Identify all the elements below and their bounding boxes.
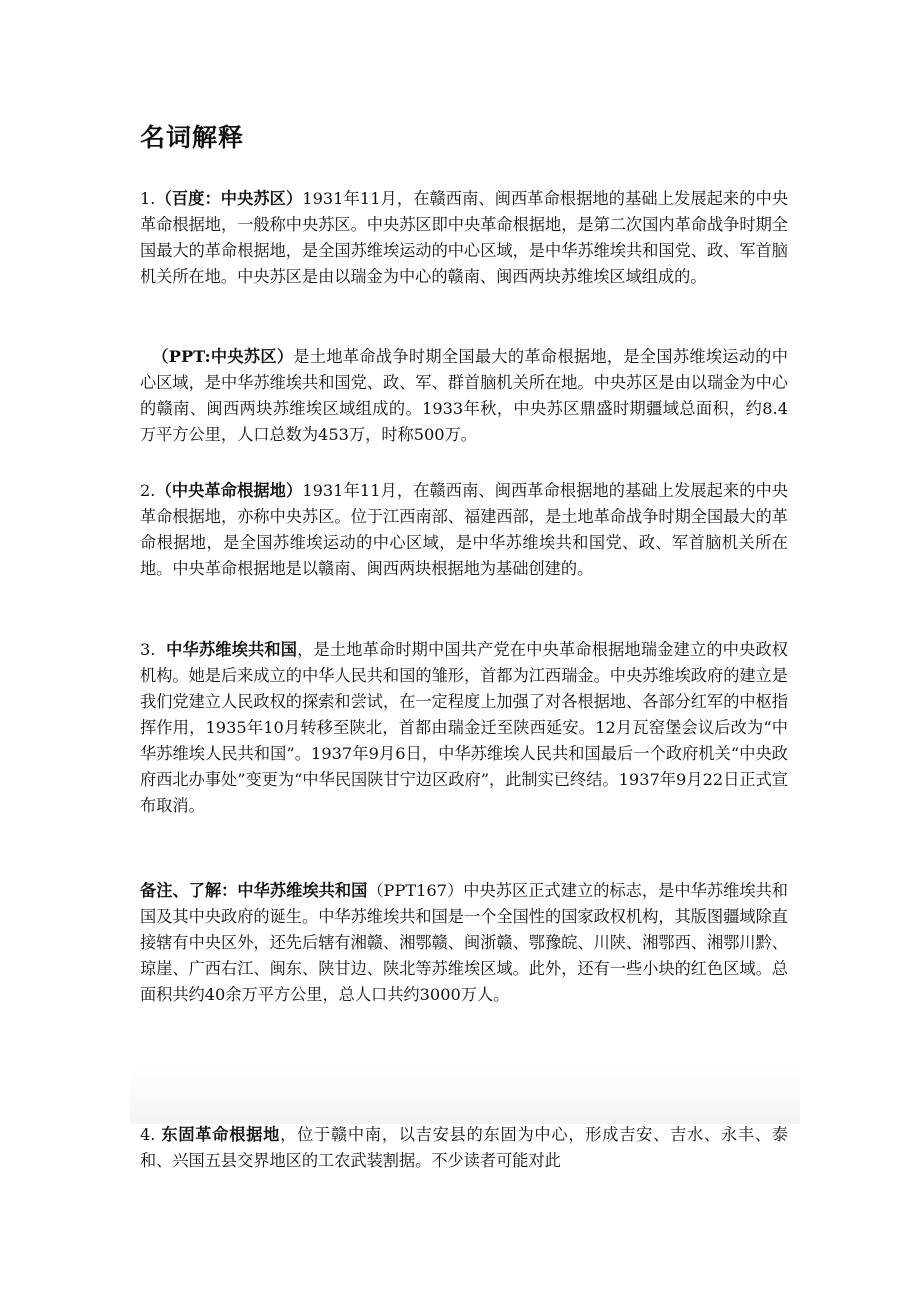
term-label: 中华苏维埃共和国 bbox=[166, 640, 298, 659]
paragraph-3 bbox=[140, 478, 788, 582]
paragraph-2 bbox=[140, 344, 788, 448]
item-number: 3. bbox=[140, 640, 156, 659]
term-label: 东固革命根据地 bbox=[161, 1125, 281, 1144]
paragraph-text: 是土地革命战争时期全国最大的革命根据地，是全国苏维埃运动的中心区域，是中华苏维埃共和国党、政、军、群首脑机关所在地。中央苏区是由以瑞金为中心的赣南、闽西两块苏维埃区域组成的。1933年秋，中央苏区鼎盛时期疆域总面积，约8.4万平方公里，人口总数为453万，时称500万。 bbox=[140, 347, 788, 444]
term-label: （百度：中央苏区） bbox=[155, 189, 303, 208]
shaded-band bbox=[130, 1068, 800, 1124]
term-label: 备注、了解：中华苏维埃共和国 bbox=[140, 881, 368, 900]
term-label: （中央革命根据地） bbox=[155, 481, 303, 500]
page-title: 名词解释 bbox=[140, 123, 245, 152]
paragraph-text: 1931年11月，在赣西南、闽西革命根据地的基础上发展起来的中央革命根据地，亦称中央苏区。位于江西南部、福建西部，是土地革命战争时期全国最大的革命根据地，是全国苏维埃运动的中心区域，是中华苏维埃共和国党、政、军首脑机关所在地。中央革命根据地是以赣南、闽西两块根据地为基础创建的。 bbox=[140, 481, 789, 578]
paragraph-text: 1931年11月，在赣西南、闽西革命根据地的基础上发展起来的中央革命根据地，一般称中央苏区。中央苏区即中央革命根据地，是第二次国内革命战争时期全国最大的革命根据地，是全国苏维埃运动的中心区域，是中华苏维埃共和国党、政、军首脑机关所在地。中央苏区是由以瑞金为中心的赣南、闽西两块苏维埃区域组成的。 bbox=[140, 189, 789, 286]
paragraph-6 bbox=[140, 1122, 788, 1174]
item-number: 2. bbox=[140, 481, 156, 500]
item-number: 4. bbox=[140, 1125, 156, 1144]
paragraph-text: ，位于赣中南，以吉安县的东固为中心，形成吉安、吉水、永丰、泰和、兴国五县交界地区的工农武装割据。不少读者可能对此 bbox=[140, 1125, 789, 1170]
paragraph-1 bbox=[140, 186, 788, 290]
item-number: 1. bbox=[140, 189, 156, 208]
paragraph-text: ，是土地革命时期中国共产党在中央革命根据地瑞金建立的中央政权机构。她是后来成立的中华人民共和国的雏形，首都为江西瑞金。中央苏维埃政府的建立是我们党建立人民政权的探索和尝试，在一定程度上加强了对各根据地、各部分红军的中枢指挥作用，1935年10月转移至陕北，首都由瑞金迁至陕西延安。12月瓦窑堡会议后改为“中华苏维埃人民共和国”。1937年9月6日，中华苏维埃人民共和国最后一个政府机关“中央政府西北办事处”变更为“中华民国陕甘宁边区政府”，此制实已终结。1937年9月22日正式宣布取消。 bbox=[140, 640, 789, 815]
paragraph-text: （PPT167）中央苏区正式建立的标志，是中华苏维埃共和国及其中央政府的诞生。中华苏维埃共和国是一个全国性的国家政权机构，其版图疆域除直接辖有中央区外，还先后辖有湘赣、湘鄂赣、闽浙赣、鄂豫皖、川陕、湘鄂西、湘鄂川黔、琼崖、广西右江、闽东、陕甘边、陕北等苏维埃区域。此外，还有一些小块的红色区域。总面积共约40余万平方公里，总人口共约3000万人。 bbox=[140, 881, 788, 1004]
paragraph-4 bbox=[140, 637, 788, 819]
paragraph-5 bbox=[140, 878, 788, 1008]
term-label: （PPT:中央苏区） bbox=[152, 347, 294, 366]
